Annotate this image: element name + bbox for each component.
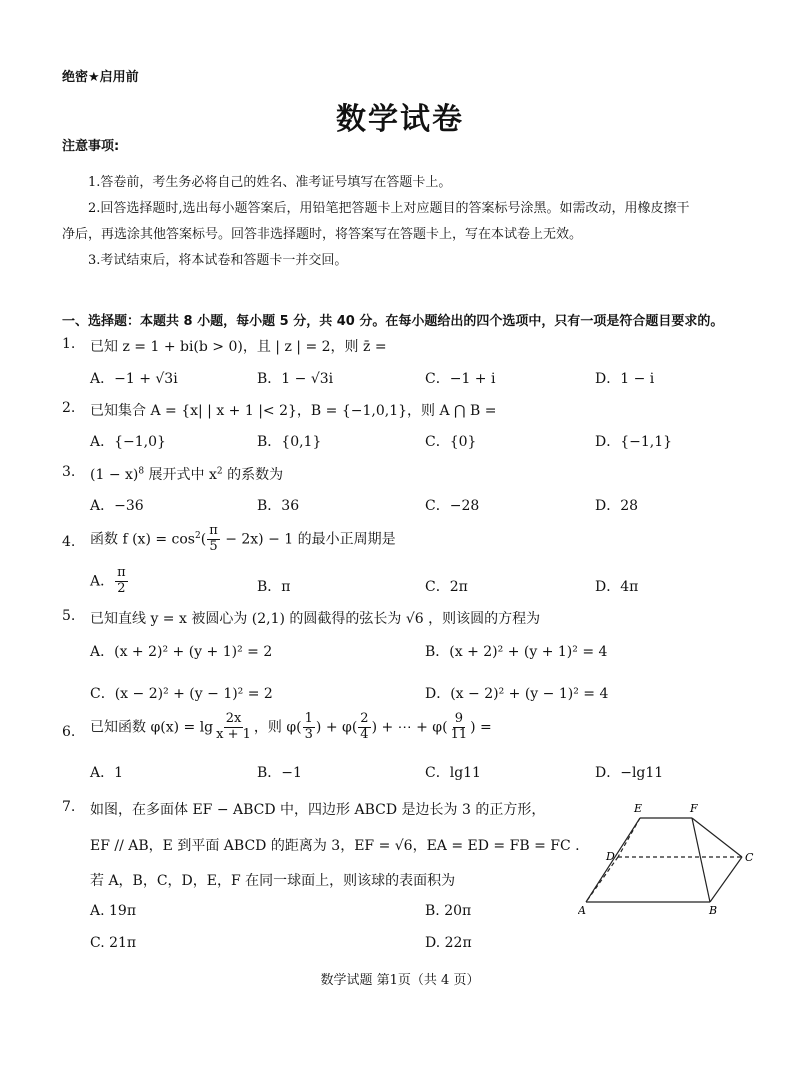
option-c: C．lg11 (425, 765, 481, 781)
option-a: A. 19π (90, 903, 137, 919)
question-stem: 已知函数 φ(x) = lg $\frac{2x}{x + 1}$ ，则 φ( $\frac{1}{3}$ ) + φ( $\frac{2}{4}$ ) + ⋯ + φ( $\frac{9}{11}$ ) = (90, 711, 492, 742)
label-d: D (606, 850, 615, 863)
option-a: A．1 (90, 765, 124, 781)
polyhedron-figure (578, 800, 768, 920)
notice-item-2: 2.回答选择题时,选出每小题答案后，用铅笔把答题卡上对应题目的答案标号涂黑。如需改动，用橡皮擦干 (88, 201, 690, 216)
question-number: 2. (62, 400, 76, 416)
label-a: A (578, 904, 586, 917)
option-c: C．−1 + i (425, 371, 496, 387)
page-footer: 数学试题 第1页（共 4 页） (320, 973, 480, 988)
option-d: D．{−1,1} (595, 434, 673, 450)
option-c: C．−28 (425, 498, 480, 514)
label-c: C (745, 851, 754, 864)
question-stem-line-1: 如图，在多面体 EF − ABCD 中，四边形 ABCD 是边长为 3 的正方形， (90, 802, 546, 818)
option-c: C．(x − 2)² + (y − 1)² = 2 (90, 686, 273, 702)
edge-bc (710, 857, 742, 902)
question-number: 7. (62, 799, 76, 815)
question-number: 1. (62, 336, 76, 352)
option-d: D. 22π (425, 935, 472, 951)
question-stem: 已知直线 y = x 被圆心为 (2,1) 的圆截得的弦长为 √6 ，则该圆的方程为 (90, 611, 541, 627)
option-a: A．−36 (90, 498, 144, 514)
option-a: A． $\frac{\pi}{2}$ (90, 565, 126, 596)
question-stem: 函数 f $(x) = \cos^2$( $\frac{\pi}{5}$ − 2x) − 1 的最小正周期是 (90, 523, 396, 554)
option-b: B．(x + 2)² + (y + 1)² = 4 (425, 644, 608, 660)
option-b: B．{0,1} (257, 434, 322, 450)
option-d: D．(x − 2)² + (y − 1)² = 4 (425, 686, 609, 702)
notice-heading: 注意事项: (62, 139, 120, 154)
option-a: A．(x + 2)² + (y + 1)² = 2 (90, 644, 273, 660)
option-d: D．1 − i (595, 371, 655, 387)
option-b: B. 20π (425, 903, 472, 919)
confidential-label: 绝密★启用前 (62, 70, 139, 85)
notice-item-3: 3.考试结束后，将本试卷和答题卡一并交回。 (88, 253, 348, 268)
question-number: 4. (62, 534, 76, 550)
question-number: 3. (62, 464, 76, 480)
question-number: 6. (62, 724, 76, 740)
option-d: D．28 (595, 498, 639, 514)
option-c: C．2π (425, 579, 468, 595)
label-b: B (709, 904, 718, 917)
label-e: E (634, 802, 643, 815)
label-f: F (690, 802, 698, 815)
option-c: C．{0} (425, 434, 477, 450)
option-b: B．1 − √3i (257, 371, 334, 387)
question-number: 5. (62, 608, 76, 624)
question-stem: 已知 z = 1 + bi(b > 0)，且 | z | = 2，则 z̄ = (90, 339, 387, 355)
question-stem: 已知集合 A = {x| | x + 1 |< 2}，B = {−1,0,1}，则 A ⋂ B = (90, 403, 497, 419)
page-title: 数学试卷 (336, 102, 464, 137)
option-d: D．−lg11 (595, 765, 664, 781)
section-heading: 一、选择题：本题共 8 小题，每小题 5 分，共 40 分。在每小题给出的四个选项中，只有一项是符合题目要求的。 (62, 314, 724, 329)
notice-item-1: 1.答卷前，考生务必将自己的姓名、准考证号填写在答题卡上。 (88, 175, 452, 190)
option-a: A．{−1,0} (90, 434, 166, 450)
option-b: B．36 (257, 498, 300, 514)
option-a: A．−1 + √3i (90, 371, 178, 387)
question-stem: $(1 - x)^8$ 展开式中 $x^2$ 的系数为 (90, 466, 284, 483)
option-d: D．4π (595, 579, 639, 595)
option-b: B．π (257, 579, 291, 595)
option-c: C. 21π (90, 935, 137, 951)
notice-item-2-cont: 净后，再选涂其他答案标号。回答非选择题时，将答案写在答题卡上，写在本试卷上无效。 (62, 227, 583, 242)
option-b: B．−1 (257, 765, 302, 781)
question-stem-line-3: 若 A，B，C，D，E，F 在同一球面上，则该球的表面积为 (90, 873, 456, 889)
question-stem-line-2: EF // AB，E 到平面 ABCD 的距离为 3，EF = √6，EA = ED = FB = FC . (90, 838, 580, 854)
